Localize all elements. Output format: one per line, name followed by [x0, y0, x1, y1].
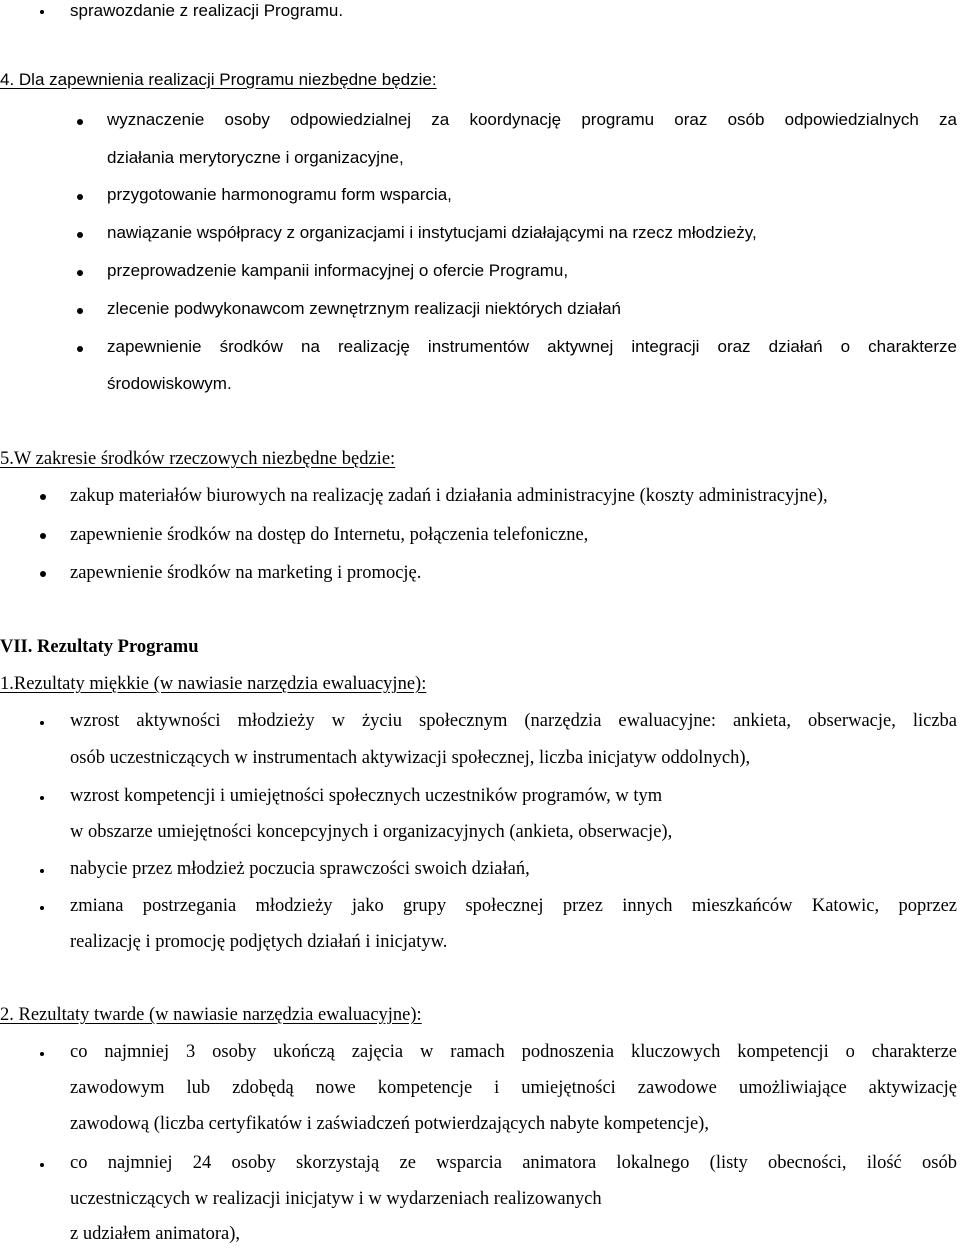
list-item-continuation: zawodowym lub zdobędą nowe kompetencje i umiejętności zawodowe umożliwiające aktywizację	[70, 1078, 957, 1098]
list-item-continuation: osób uczestniczących w instrumentach aktywizacji społecznej, liczba inicjatyw oddolnych),	[70, 748, 751, 768]
list-item-continuation: środowiskowym.	[107, 374, 232, 393]
list-item: zapewnienie środków na realizację instrumentów aktywnej integracji oraz działań o charakterze	[107, 337, 957, 356]
soft-results-heading: 1.Rezultaty miękkie (w nawiasie narzędzia ewaluacyjne):	[0, 674, 427, 694]
hard-results-heading: 2. Rezultaty twarde (w nawiasie narzędzia ewaluacyjne):	[0, 1005, 422, 1025]
bullet	[77, 232, 83, 238]
bullet	[40, 533, 46, 539]
bullet	[77, 270, 83, 276]
list-item: zmiana postrzegania młodzieży jako grupy społecznej przez innych mieszkańców Katowic, poprzez	[70, 896, 957, 916]
bullet	[40, 906, 44, 910]
bullet	[40, 721, 44, 725]
list-item: przygotowanie harmonogramu form wsparcia,	[107, 185, 452, 204]
section-7-heading: VII. Rezultaty Programu	[0, 637, 199, 657]
list-item: zlecenie podwykonawcom zewnętrznym realizacji niektórych działań	[107, 299, 622, 318]
list-item: przeprowadzenie kampanii informacyjnej o ofercie Programu,	[107, 261, 569, 280]
bullet	[40, 796, 44, 800]
list-item: wzrost aktywności młodzieży w życiu społecznym (narzędzia ewaluacyjne: ankieta, obserwacje, liczba	[70, 711, 957, 731]
list-item: wyznaczenie osoby odpowiedzialnej za koordynację programu oraz osób odpowiedzialnych za	[107, 110, 957, 129]
list-item: co najmniej 3 osoby ukończą zajęcia w ramach podnoszenia kluczowych kompetencji o charakterze	[70, 1042, 957, 1062]
section-5-heading: 5.W zakresie środków rzeczowych niezbędne będzie:	[0, 449, 396, 469]
list-item: nabycie przez młodzież poczucia sprawczości swoich działań,	[70, 859, 530, 879]
bullet	[77, 119, 83, 125]
bullet	[77, 308, 83, 314]
bullet	[77, 346, 83, 352]
list-item: zakup materiałów biurowych na realizację zadań i działania administracyjne (koszty administracyjne),	[70, 486, 828, 506]
list-item-continuation: działania merytoryczne i organizacyjne,	[107, 148, 404, 167]
list-item: wzrost kompetencji i umiejętności społecznych uczestników programów, w tym	[70, 786, 663, 806]
list-item-continuation: w obszarze umiejętności koncepcyjnych i organizacyjnych (ankieta, obserwacje),	[70, 822, 673, 842]
list-item: zapewnienie środków na marketing i promocję.	[70, 563, 422, 583]
list-item-continuation: uczestniczących w realizacji inicjatyw i w wydarzeniach realizowanych	[70, 1189, 602, 1209]
bullet	[40, 869, 44, 873]
bullet	[40, 1163, 44, 1167]
list-item: nawiązanie współpracy z organizacjami i instytucjami działającymi na rzecz młodzieży,	[107, 223, 757, 242]
list-item-continuation: z udziałem animatora),	[70, 1224, 241, 1244]
list-item: sprawozdanie z realizacji Programu.	[70, 1, 344, 20]
bullet	[77, 194, 83, 200]
list-item-continuation: realizację i promocję podjętych działań i inicjatyw.	[70, 932, 448, 952]
bullet	[40, 494, 46, 500]
list-item-continuation: zawodową (liczba certyfikatów i zaświadczeń potwierdzających nabyte kompetencje),	[70, 1114, 709, 1134]
bullet	[40, 571, 46, 577]
bullet	[40, 1052, 44, 1056]
list-item: zapewnienie środków na dostęp do Internetu, połączenia telefoniczne,	[70, 525, 589, 545]
list-item: co najmniej 24 osoby skorzystają ze wsparcia animatora lokalnego (listy obecności, ilość osób	[70, 1153, 957, 1173]
section-4-heading: 4. Dla zapewnienia realizacji Programu niezbędne będzie:	[0, 70, 437, 89]
bullet	[40, 10, 44, 14]
